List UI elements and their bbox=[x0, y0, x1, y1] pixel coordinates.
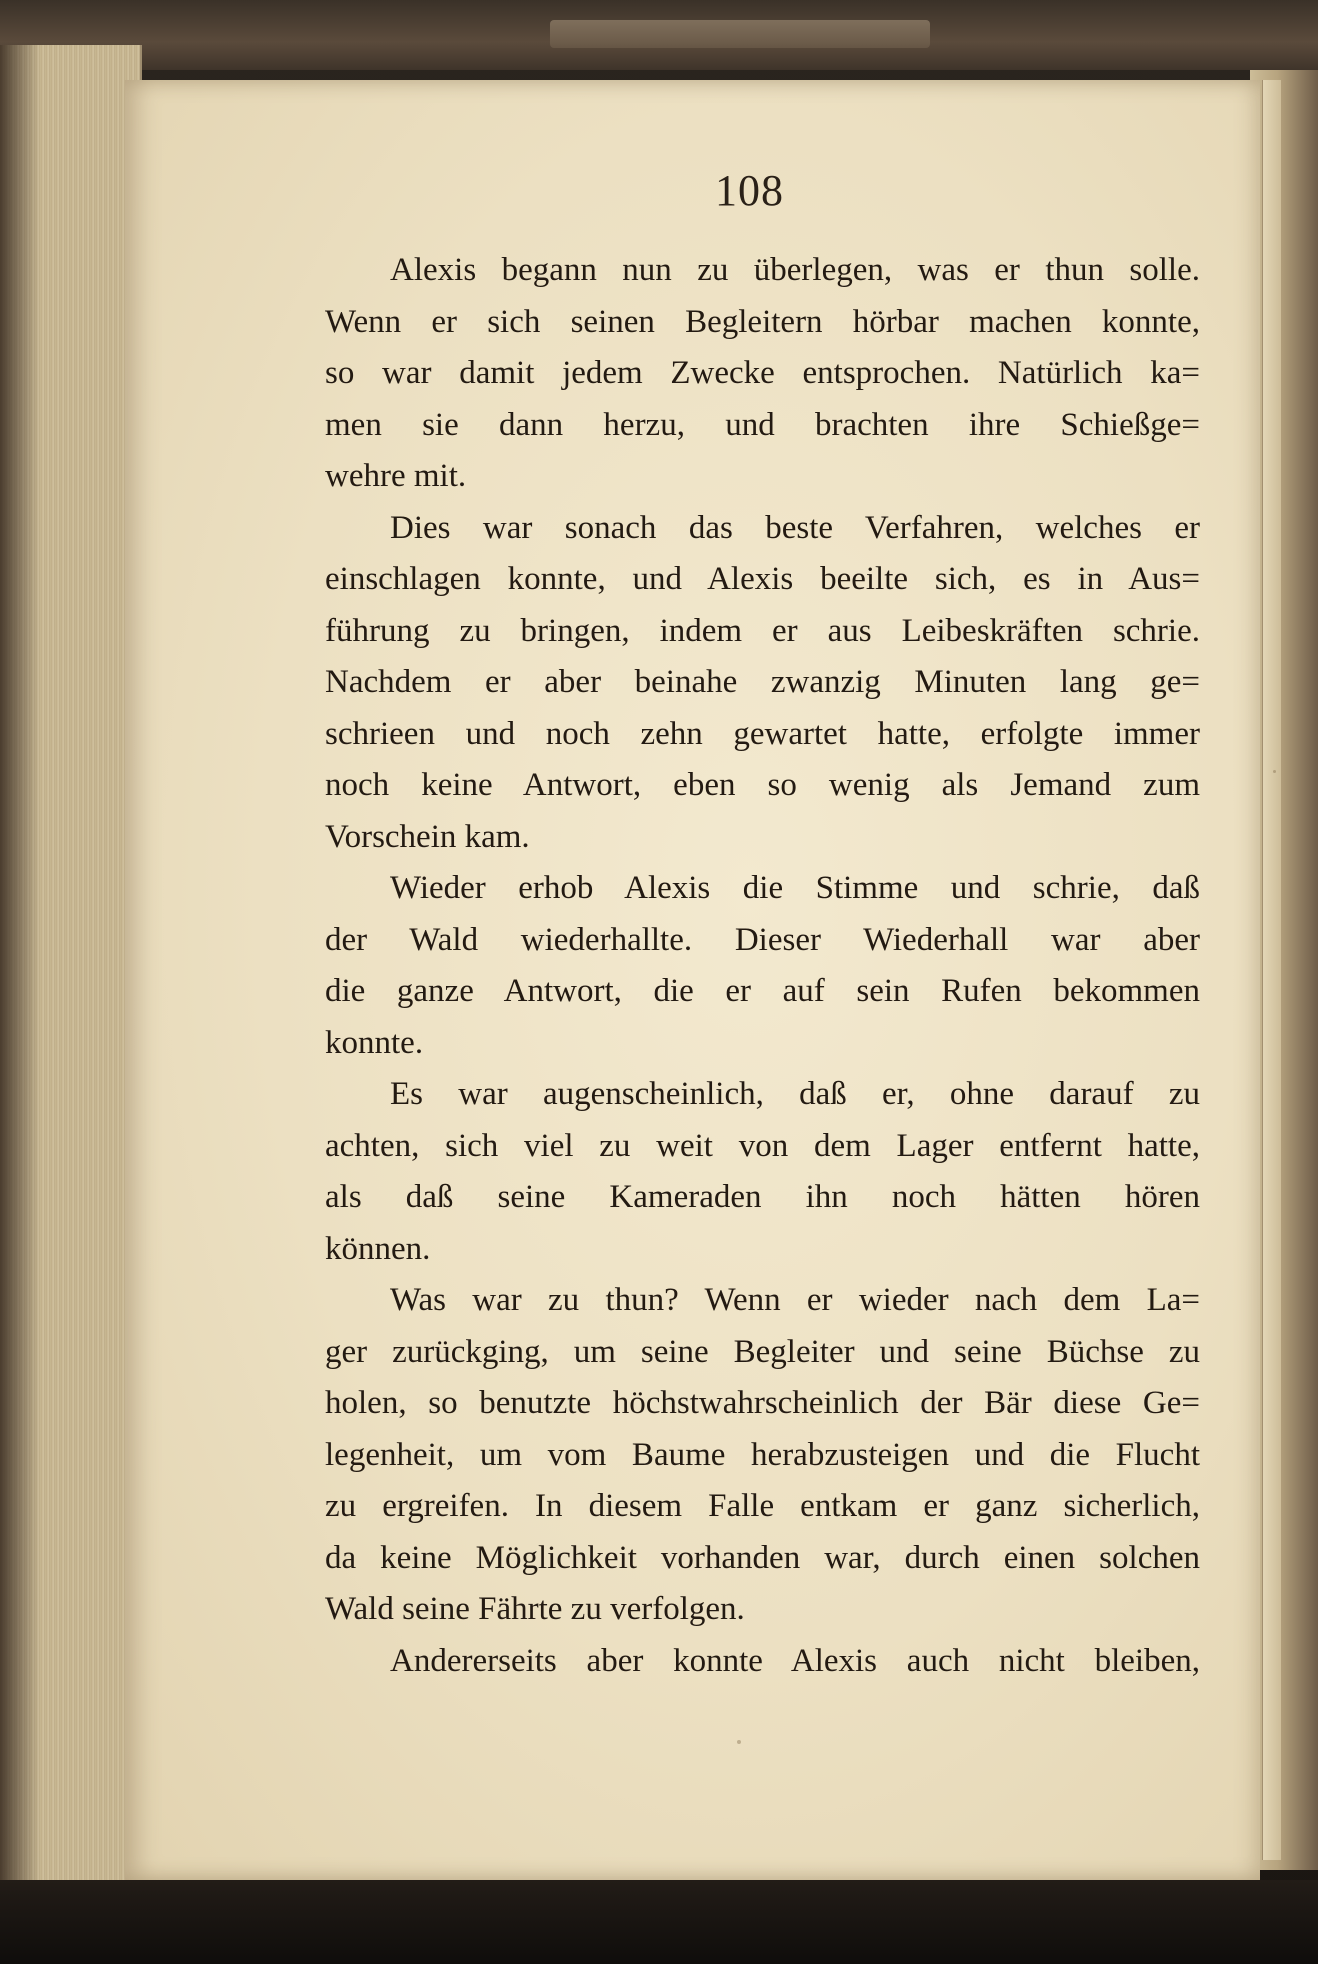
text-line: Wieder erhob Alexis die Stimme und schrie, daß bbox=[390, 870, 1200, 906]
text-line: wehre mit. bbox=[325, 458, 467, 494]
page-edges-shadow bbox=[0, 45, 40, 1885]
paragraph bbox=[325, 1069, 1200, 1275]
text-line: noch keine Antwort, eben so wenig als Jemand zum bbox=[325, 767, 1200, 803]
text-line: Alexis begann nun zu überlegen, was er thun solle. bbox=[390, 252, 1200, 288]
text-line: können. bbox=[325, 1230, 431, 1267]
text-line: konnte. bbox=[325, 1024, 424, 1061]
text-line: holen, so benutzte höchstwahrscheinlich der Bär diese Ge= bbox=[325, 1385, 1200, 1421]
paragraph bbox=[325, 1275, 1200, 1636]
text-line: da keine Möglichkeit vorhanden war, durch einen solchen bbox=[325, 1539, 1200, 1576]
text-line: Andererseits aber konnte Alexis auch nicht bleiben, bbox=[390, 1642, 1200, 1679]
text-line: die ganze Antwort, die er auf sein Rufen bekommen bbox=[325, 973, 1200, 1009]
text-line: schrieen und noch zehn gewartet hatte, erfolgte immer bbox=[325, 715, 1200, 752]
text-line: so war damit jedem Zwecke entsprochen. Natürlich ka= bbox=[325, 355, 1200, 391]
text-line: einschlagen konnte, und Alexis beeilte sich, es in Aus= bbox=[325, 561, 1200, 597]
right-page-edge bbox=[1262, 80, 1281, 1860]
body-text bbox=[325, 245, 1200, 1687]
text-line: Nachdem er aber beinahe zwanzig Minuten lang ge= bbox=[325, 664, 1200, 700]
right-page-leaf bbox=[1250, 70, 1318, 1870]
paper-speck bbox=[1273, 770, 1276, 773]
text-line: Dies war sonach das beste Verfahren, welches er bbox=[390, 509, 1200, 546]
text-line: Vorschein kam. bbox=[325, 818, 530, 855]
cover-damage bbox=[550, 20, 930, 48]
text-line: zu ergreifen. In diesem Falle entkam er ganz sicherlich, bbox=[325, 1488, 1200, 1524]
paragraph bbox=[325, 1636, 1200, 1688]
paragraph bbox=[325, 863, 1200, 1069]
text-line: der Wald wiederhallte. Dieser Wiederhall war aber bbox=[325, 921, 1200, 958]
text-line: achten, sich viel zu weit von dem Lager entfernt hatte, bbox=[325, 1127, 1200, 1164]
text-line: ger zurückging, um seine Begleiter und seine Büchse zu bbox=[325, 1333, 1200, 1370]
paragraph bbox=[325, 245, 1200, 503]
text-line: als daß seine Kameraden ihn noch hätten hören bbox=[325, 1179, 1200, 1215]
text-line: Es war augenscheinlich, daß er, ohne darauf zu bbox=[390, 1076, 1200, 1112]
page-number: 108 bbox=[715, 166, 784, 215]
text-line: Wenn er sich seinen Begleitern hörbar machen konnte, bbox=[325, 303, 1200, 340]
text-line: führung zu bringen, indem er aus Leibeskräften schrie. bbox=[325, 612, 1200, 649]
scan-bottom-band bbox=[0, 1880, 1318, 1964]
text-line: men sie dann herzu, und brachten ihre Schießge= bbox=[325, 406, 1200, 443]
paper-speck bbox=[737, 1740, 741, 1744]
text-line: legenheit, um vom Baume herabzusteigen und die Flucht bbox=[325, 1436, 1200, 1473]
paragraph bbox=[325, 503, 1200, 864]
text-line: Was war zu thun? Wenn er wieder nach dem La= bbox=[390, 1282, 1200, 1318]
text-line: Wald seine Fährte zu verfolgen. bbox=[325, 1591, 745, 1627]
